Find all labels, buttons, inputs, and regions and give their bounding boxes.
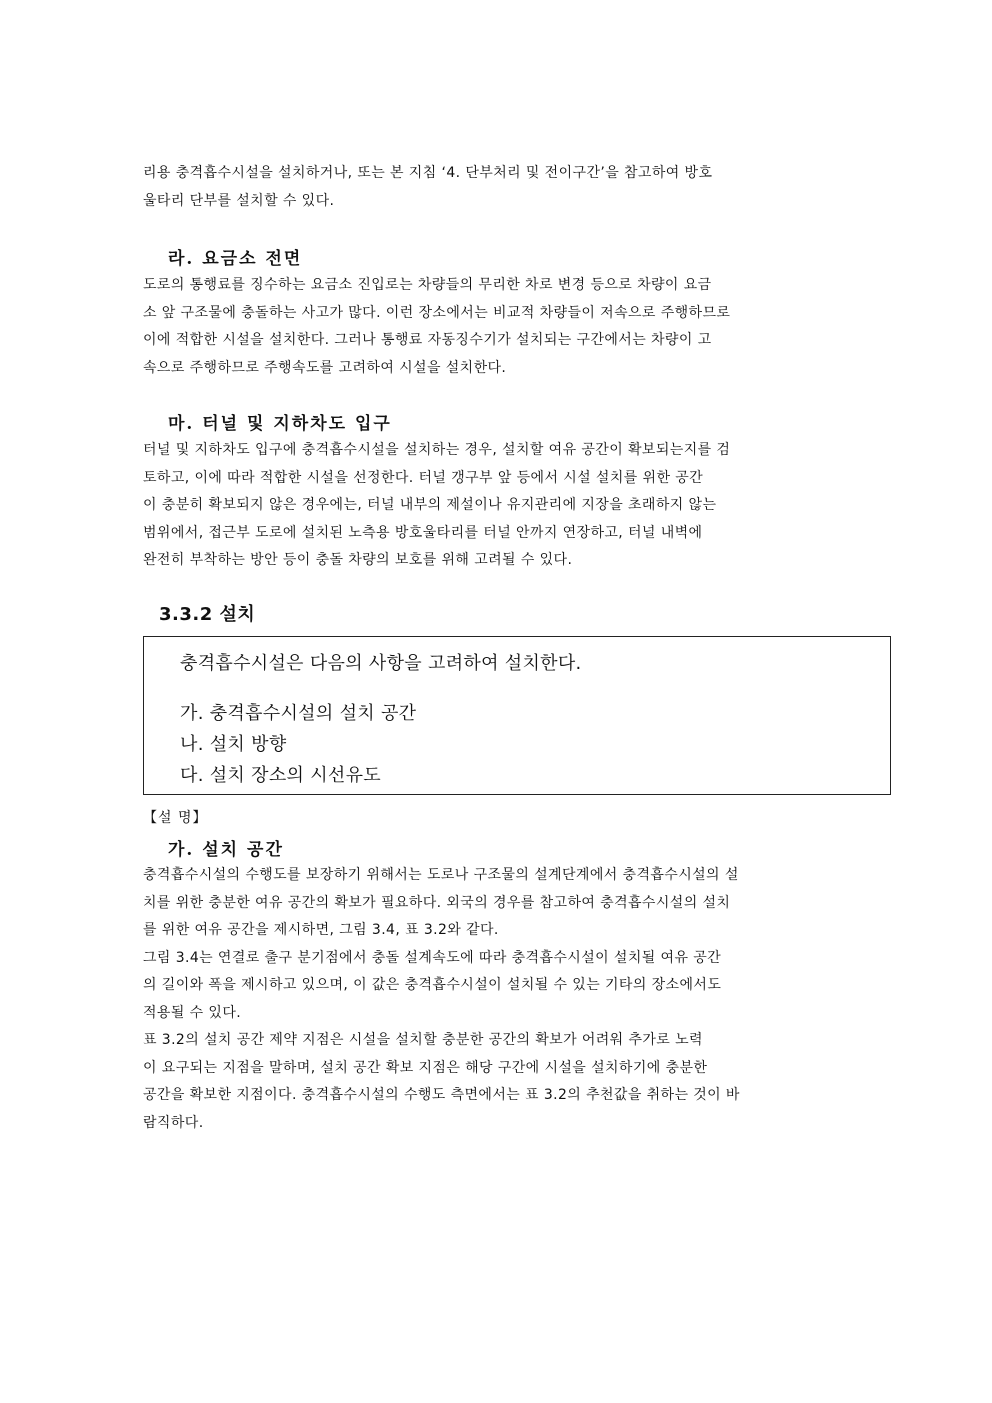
heading-installation-space: 가. 설치 공간 bbox=[168, 840, 284, 860]
box-item: 다. 설치 장소의 시선유도 bbox=[180, 765, 381, 786]
text-line: 그림 3.4는 연결로 출구 분기점에서 충돌 설계속도에 따라 충격흡수시설이 설치될 여유 공간 bbox=[143, 949, 722, 966]
heading-tunnel-entrance: 마. 터널 및 지하차도 입구 bbox=[168, 414, 392, 434]
text-line: 공간을 확보한 지점이다. 충격흡수시설의 수행도 측면에서는 표 3.2의 추천값을 취하는 것이 바 bbox=[143, 1087, 740, 1103]
box-lead: 충격흡수시설은 다음의 사항을 고려하여 설치한다. bbox=[180, 653, 582, 674]
tunnel-entrance-paragraph bbox=[143, 437, 851, 575]
text-line: 를 위한 여유 공간을 제시하면, 그림 3.4, 표 3.2와 같다. bbox=[143, 922, 499, 938]
text-line: 토하고, 이에 따라 적합한 시설을 선정한다. 터널 갱구부 앞 등에서 시설 설치를 위한 공간 bbox=[143, 469, 704, 486]
text-line: 치를 위한 충분한 여유 공간의 확보가 필요하다. 외국의 경우를 참고하여 충격흡수시설의 설치 bbox=[143, 894, 731, 911]
section-title: 3.3.2 설치 bbox=[159, 604, 256, 625]
text-line: 의 길이와 폭을 제시하고 있으며, 이 값은 충격흡수시설이 설치될 수 있는 기타의 장소에서도 bbox=[143, 977, 722, 993]
text-line: 리용 충격흡수시설을 설치하거나, 또는 본 지침 ‘4. 단부처리 및 전이구간’을 참고하여 방호 bbox=[143, 165, 713, 181]
text-line: 이 충분히 확보되지 않은 경우에는, 터널 내부의 제설이나 유지관리에 지장을 초래하지 않는 bbox=[143, 497, 717, 513]
toll-plaza-paragraph bbox=[143, 272, 851, 382]
box-item: 나. 설치 방향 bbox=[180, 734, 287, 755]
explanation-label: 【설 명】 bbox=[143, 810, 208, 826]
text-line: 적용될 수 있다. bbox=[143, 1004, 242, 1021]
heading-toll-plaza: 라. 요금소 전면 bbox=[168, 249, 303, 269]
text-line: 표 3.2의 설치 공간 제약 지점은 시설을 설치할 충분한 공간의 확보가 어려워 추가로 노력 bbox=[143, 1032, 703, 1048]
text-line: 범위에서, 접근부 도로에 설치된 노측용 방호울타리를 터널 안까지 연장하고, 터널 내벽에 bbox=[143, 524, 703, 541]
box-item: 가. 충격흡수시설의 설치 공간 bbox=[180, 703, 417, 724]
text-line: 터널 및 지하차도 입구에 충격흡수시설을 설치하는 경우, 설치할 여유 공간이 확보되는지를 검 bbox=[143, 442, 731, 458]
guideline-box bbox=[143, 636, 891, 795]
installation-space-paragraph bbox=[143, 862, 851, 1137]
text-line: 도로의 통행료를 징수하는 요금소 진입로는 차량들의 무리한 차로 변경 등으로 차량이 요금 bbox=[143, 277, 712, 293]
text-line: 이에 적합한 시설을 설치한다. 그러나 통행료 자동징수기가 설치되는 구간에서는 차량이 고 bbox=[143, 332, 712, 348]
text-line: 속으로 주행하므로 주행속도를 고려하여 시설을 설치한다. bbox=[143, 359, 507, 376]
text-line: 울타리 단부를 설치할 수 있다. bbox=[143, 192, 335, 209]
text-line: 소 앞 구조물에 충돌하는 사고가 많다. 이런 장소에서는 비교적 차량들이 저속으로 주행하므로 bbox=[143, 304, 731, 321]
text-line: 이 요구되는 지점을 말하며, 설치 공간 확보 지점은 해당 구간에 시설을 설치하기에 충분한 bbox=[143, 1059, 708, 1076]
intro-paragraph bbox=[143, 160, 851, 215]
text-line: 완전히 부착하는 방안 등이 충돌 차량의 보호를 위해 고려될 수 있다. bbox=[143, 552, 573, 568]
text-line: 충격흡수시설의 수행도를 보장하기 위해서는 도로나 구조물의 설계단계에서 충격흡수시설의 설 bbox=[143, 867, 739, 883]
text-line: 람직하다. bbox=[143, 1114, 204, 1131]
